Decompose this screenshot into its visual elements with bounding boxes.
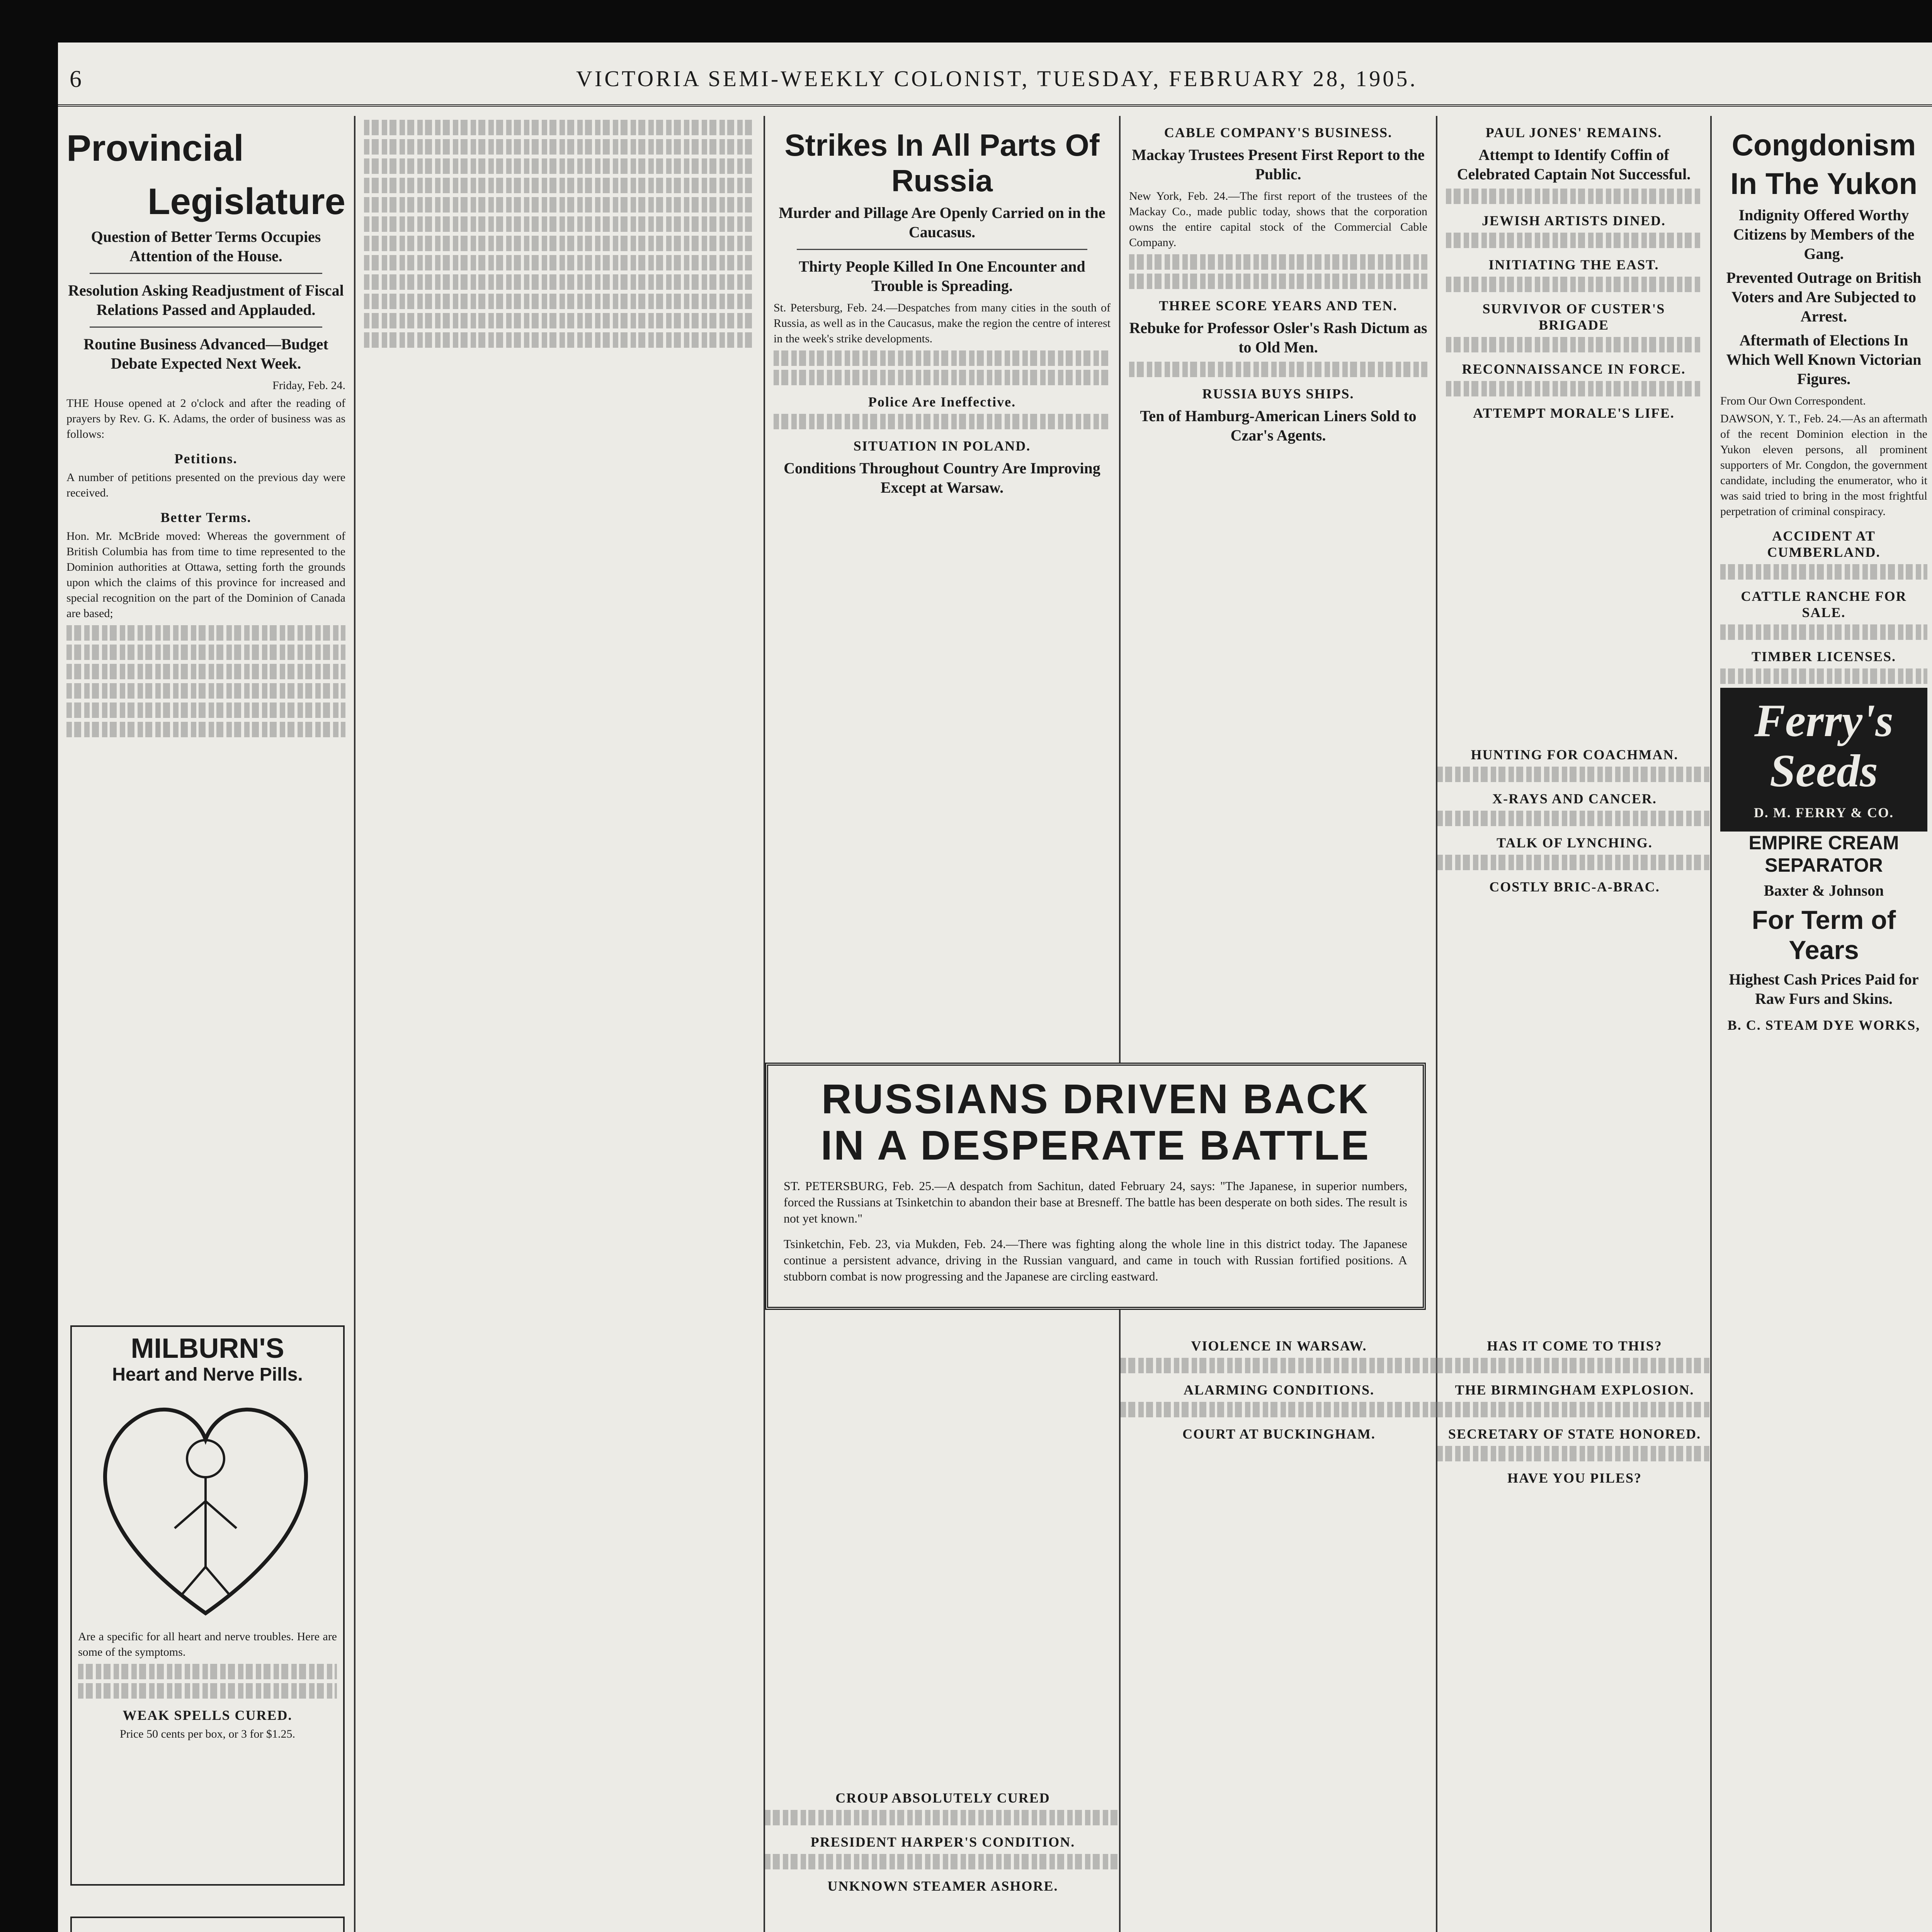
- divider: [797, 249, 1087, 250]
- subhead-harper: PRESIDENT HARPER'S CONDITION.: [810, 1834, 1075, 1850]
- body-text-block: [66, 702, 345, 718]
- body-text-block: [1129, 254, 1427, 270]
- subhead-secretary: SECRETARY OF STATE HONORED.: [1448, 1426, 1701, 1442]
- subhead-timber: TIMBER LICENSES.: [1751, 649, 1896, 664]
- subhead-court: COURT AT BUCKINGHAM.: [1182, 1426, 1376, 1442]
- body-text-block: [66, 664, 345, 679]
- headline-yukon: In The Yukon: [1730, 167, 1917, 201]
- milburn-ad: [70, 1325, 345, 1886]
- baxter-johnson: Baxter & Johnson: [1764, 882, 1884, 899]
- body-text-block: [1720, 624, 1927, 640]
- dateline: Friday, Feb. 24.: [272, 379, 345, 392]
- milburn-body: Are a specific for all heart and nerve troubles. Here are some of the symptoms.: [78, 1630, 337, 1658]
- body-text-block: [1446, 381, 1702, 396]
- body-text-block: [1437, 811, 1712, 826]
- subhead-cumberland: ACCIDENT AT CUMBERLAND.: [1767, 528, 1881, 560]
- milburn-cured-head: WEAK SPELLS CURED.: [122, 1708, 293, 1723]
- body-text-block: [364, 178, 755, 193]
- page-number: 6: [70, 66, 84, 92]
- subhead-initiating: INITIATING THE EAST.: [1488, 257, 1659, 272]
- subhead-lynching: TALK OF LYNCHING.: [1497, 835, 1653, 850]
- subhead-better-terms: Better Terms.: [160, 510, 252, 525]
- newspaper-page: [58, 43, 1932, 1932]
- subhead-custer: SURVIVOR OF CUSTER'S BRIGADE: [1482, 301, 1665, 333]
- body-text-block: [364, 332, 755, 348]
- subhead-petitions: Petitions.: [174, 451, 238, 466]
- body-text-block: [1437, 855, 1712, 870]
- petitions-text: A number of petitions presented on the previous day were received.: [66, 471, 345, 499]
- subhead-birmingham: THE BIRMINGHAM EXPLOSION.: [1455, 1382, 1694, 1398]
- box-text-2: Tsinketchin, Feb. 23, via Mukden, Feb. 24.—There was fighting along the whole line in this district today. The Japanese continue a persistent advance, driving in the Russian vanguard, and came in touch with Russian fortified positions. A stubborn combat is now progressing and the Japanese are circling eastward.: [784, 1237, 1407, 1283]
- congdonism-text: DAWSON, Y. T., Feb. 24.—As an aftermath of the recent Dominion election in the Yukon eleven persons, all prominent supporters of Mr. Congdon, the government candidate, including the enumerator, who it was said tried to bring in the most frightful perpetration of criminal conspiracy.: [1720, 412, 1927, 518]
- column-2-text: [355, 116, 765, 1932]
- upper-col-5b: [1437, 738, 1712, 898]
- subhead-reconnaissance: RECONNAISSANCE IN FORCE.: [1462, 361, 1686, 377]
- furs-ad: Highest Cash Prices Paid for Raw Furs and Skins.: [1729, 971, 1919, 1007]
- deck-poland: Conditions Throughout Country Are Improving Except at Warsaw.: [784, 459, 1100, 496]
- subhead-cattle: CATTLE RANCHE FOR SALE.: [1741, 588, 1907, 620]
- lower-col-5: [1437, 1329, 1712, 1489]
- therapion-ad: [70, 1917, 345, 1932]
- body-text-block: [66, 645, 345, 660]
- box-headline-1: RUSSIANS DRIVEN BACK: [821, 1075, 1370, 1122]
- body-text-block: [774, 370, 1111, 385]
- milburn-subtitle: Heart and Nerve Pills.: [112, 1364, 303, 1385]
- ferry-company: D. M. FERRY & CO.: [1753, 805, 1894, 820]
- body-text-block: [66, 625, 345, 641]
- subhead-xrays: X-RAYS AND CANCER.: [1492, 791, 1657, 806]
- subhead-three-score: THREE SCORE YEARS AND TEN.: [1159, 298, 1398, 313]
- body-text-block: [1446, 277, 1702, 292]
- body-text-block: [364, 255, 755, 270]
- strikes-text: St. Petersburg, Feb. 24.—Despatches from many cities in the south of Russia, as well as in the Caucasus, make the region the centre of interest in the week's strike developments.: [774, 301, 1111, 345]
- subhead-jewish-artists: JEWISH ARTISTS DINED.: [1482, 213, 1666, 228]
- body-text-block: [66, 722, 345, 737]
- headline-strikes: Strikes In All Parts Of Russia: [784, 128, 1100, 198]
- subhead-russia-ships: RUSSIA BUYS SHIPS.: [1202, 386, 1354, 401]
- lower-col-3: [765, 1781, 1121, 1932]
- deck-routine: Routine Business Advanced—Budget Debate Expected Next Week.: [83, 335, 328, 372]
- subhead-violence: VIOLENCE IN WARSAW.: [1191, 1338, 1367, 1354]
- column-cable-company: [1121, 116, 1437, 1932]
- deck-murder: Murder and Pillage Are Openly Carried on in the Caucasus.: [779, 204, 1105, 241]
- deck-thirty-killed: Thirty People Killed In One Encounter and Trouble is Spreading.: [799, 258, 1085, 294]
- body-text-block: [364, 274, 755, 290]
- body-text-block: [765, 1810, 1121, 1825]
- body-text-block: [1121, 1358, 1437, 1373]
- deck-aftermath: Aftermath of Elections In Which Well Known Victorian Figures.: [1726, 332, 1922, 388]
- column-strikes-russia: [765, 116, 1121, 1932]
- headline-provincial: Provincial: [66, 128, 244, 169]
- lower-col-4: [1121, 1329, 1437, 1445]
- better-terms-text: Hon. Mr. McBride moved: Whereas the government of British Columbia has from time to time represented to the Dominion authorities at Ottawa, setting forth the grounds upon which the claims of this province for increased and special recognition on the part of the Dominion of Canada are based;: [66, 530, 345, 620]
- ferry-seeds-ad: [1720, 688, 1927, 832]
- column-provincial-legislature: [58, 116, 355, 1932]
- body-text-block: [78, 1683, 337, 1699]
- body-text-block: [1720, 564, 1927, 580]
- subhead-alarming: ALARMING CONDITIONS.: [1183, 1382, 1375, 1398]
- dye-works-ad: B. C. STEAM DYE WORKS,: [1727, 1017, 1920, 1033]
- subhead-steamer: UNKNOWN STEAMER ASHORE.: [827, 1878, 1058, 1894]
- article-lead: THE House opened at 2 o'clock and after the reading of prayers by Rev. G. K. Adams, the order of business was as follows:: [66, 397, 345, 440]
- ferry-seeds: Seeds: [1770, 745, 1878, 796]
- headline-legislature: Legislature: [147, 181, 345, 222]
- body-text-block: [1446, 233, 1702, 248]
- body-text-block: [1437, 1402, 1712, 1417]
- box-headline-2: IN A DESPERATE BATTLE: [820, 1122, 1371, 1168]
- subhead-morale: ATTEMPT MORALE'S LIFE.: [1473, 405, 1675, 421]
- russians-driven-back-box: [765, 1063, 1426, 1310]
- subhead-costly: COSTLY BRIC-A-BRAC.: [1489, 879, 1660, 895]
- body-text-block: [1720, 668, 1927, 684]
- body-text-block: [1121, 1402, 1437, 1417]
- headline-congdonism: Congdonism: [1731, 128, 1916, 162]
- subhead-police: Police Are Ineffective.: [868, 394, 1016, 410]
- masthead: [58, 58, 1932, 107]
- deck-readjustment: Resolution Asking Readjustment of Fiscal Relations Passed and Applauded.: [68, 282, 344, 318]
- masthead-title: VICTORIA SEMI-WEEKLY COLONIST, TUESDAY, FEBRUARY 28, 1905.: [576, 66, 1418, 91]
- body-text-block: [364, 313, 755, 328]
- body-text-block: [364, 120, 755, 135]
- divider: [90, 327, 322, 328]
- body-text-block: [1129, 362, 1427, 377]
- body-text-block: [364, 236, 755, 251]
- column-paul-jones: [1437, 116, 1712, 1932]
- deck-russia-ships: Ten of Hamburg-American Liners Sold to Czar's Agents.: [1140, 407, 1417, 444]
- own-correspondent: From Our Own Correspondent.: [1720, 395, 1866, 407]
- body-text-block: [1446, 189, 1702, 204]
- box-text-1: ST. PETERSBURG, Feb. 25.—A despatch from Sachitun, dated February 24, says: "The Japanese, in superior numbers, forced the Russians at Tsinketchin to abandon their base at Bresneff. The battle has been desperate on both sides. The result is not yet known.": [784, 1179, 1407, 1225]
- deck-cable: Mackay Trustees Present First Report to the Public.: [1132, 146, 1425, 183]
- empire-separator-ad: EMPIRE CREAM SEPARATOR: [1748, 832, 1899, 876]
- body-text-block: [1437, 1358, 1712, 1373]
- body-text-block: [1446, 337, 1702, 352]
- divider: [90, 273, 322, 274]
- body-text-block: [364, 197, 755, 213]
- body-text-block: [66, 683, 345, 699]
- subhead-come-to-this: HAS IT COME TO THIS?: [1487, 1338, 1662, 1354]
- body-text-block: [1129, 274, 1427, 289]
- subhead-poland: SITUATION IN POLAND.: [853, 438, 1031, 454]
- subhead-cable: CABLE COMPANY'S BUSINESS.: [1164, 125, 1393, 140]
- deck-better-terms: Question of Better Terms Occupies Attention of the House.: [91, 228, 321, 265]
- subhead-croup: CROUP ABSOLUTELY CURED: [835, 1790, 1050, 1806]
- column-congdonism: [1712, 116, 1932, 1932]
- body-text-block: [1437, 1446, 1712, 1461]
- body-text-block: [774, 350, 1111, 366]
- term-of-years-ad: For Term of Years: [1752, 905, 1896, 965]
- body-text-block: [364, 216, 755, 232]
- ferry-title: Ferry's: [1754, 695, 1893, 746]
- body-text-block: [1437, 767, 1712, 782]
- deck-paul-jones: Attempt to Identify Coffin of Celebrated Captain Not Successful.: [1457, 146, 1691, 183]
- body-text-block: [765, 1854, 1121, 1869]
- milburn-price: Price 50 cents per box, or 3 for $1.25.: [119, 1728, 296, 1740]
- body-text-block: [774, 414, 1111, 429]
- subhead-paul-jones: PAUL JONES' REMAINS.: [1485, 125, 1662, 140]
- deck-indignity: Indignity Offered Worthy Citizens by Members of the Gang.: [1733, 206, 1915, 262]
- body-text-block: [78, 1664, 337, 1679]
- body-text-block: [364, 294, 755, 309]
- subhead-hunting: HUNTING FOR COACHMAN.: [1471, 747, 1679, 762]
- heart-illustration-icon: [78, 1385, 333, 1625]
- cable-text: New York, Feb. 24.—The first report of the trustees of the Mackay Co., made public today, shows that the corporation owns the entire capital stock of the Commercial Cable Company.: [1129, 190, 1427, 249]
- deck-prevented: Prevented Outrage on British Voters and Are Subjected to Arrest.: [1726, 269, 1922, 325]
- body-text-block: [364, 158, 755, 174]
- subhead-piles: HAVE YOU PILES?: [1507, 1470, 1642, 1486]
- body-text-block: [364, 139, 755, 155]
- deck-three-score: Rebuke for Professor Osler's Rash Dictum as to Old Men.: [1129, 319, 1427, 356]
- milburn-title: MILBURN'S: [131, 1333, 284, 1364]
